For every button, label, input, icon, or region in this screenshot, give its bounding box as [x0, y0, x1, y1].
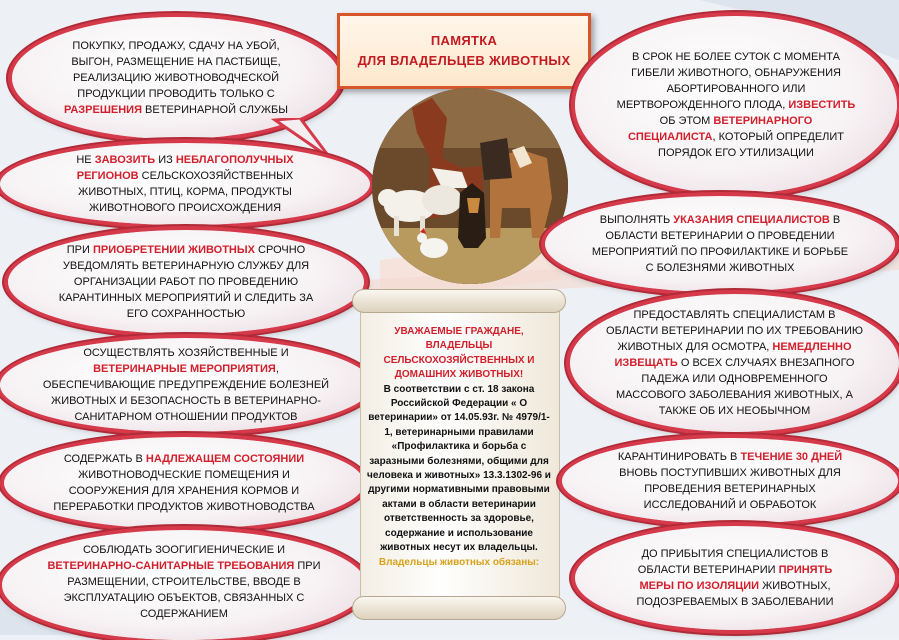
right-bubble-1-text: В СРОК НЕ БОЛЕЕ СУТОК С МОМЕНТА ГИБЕЛИ ЖИВОТНОГО, ОБНАРУЖЕНИЯ АБОРТИРОВАННОГО ИЛИ МЕРТВОРОЖДЕННОГО ПЛОДА, ИЗВЕСТИТЬ ОБ ЭТОМ ВЕТЕРИНАРНОГО СПЕЦИАЛИСТА, КОТОРЫЙ ОПРЕДЕЛИТ ПОРЯДОК ЕГО УТИЛИЗАЦИИ	[616, 51, 856, 159]
scroll-text	[366, 325, 552, 570]
scroll-body-text: В соответствии с ст. 18 закона Российской Федерации « О ветеринарии» от 14.05.93г. № 4979/1-1, ветеринарными правилами «Профилактика и борьба с заразными болезнями, общими для человека и животных» 13.3.1302-96 и другими нормативными правовыми актами в области ветеринарии ответственность за здоровье, содержание и использование животных несут их владельцы.	[367, 383, 551, 554]
right-bubble-3-text: ПРЕДОСТАВЛЯТЬ СПЕЦИАЛИСТАМ В ОБЛАСТИ ВЕТЕРИНАРИИ ПО ИХ ТРЕБОВАНИЮ ЖИВОТНЫХ ДЛЯ ОСМОТРА, НЕМЕДЛЕННО ИЗВЕЩАТЬ О ВСЕХ СЛУЧАЯХ ВНЕЗАПНОГО ПАДЕЖА ИЛИ ОДНОВРЕМЕННОГО МАССОВОГО ЗАБОЛЕВАНИЯ ЖИВОТНЫХ, А ТАКЖЕ ОБ ИХ НЕОБЫЧНОМ	[606, 309, 863, 417]
farm-animals-image	[372, 88, 568, 284]
right-bubble-5-text: ДО ПРИБЫТИЯ СПЕЦИАЛИСТОВ В ОБЛАСТИ ВЕТЕРИНАРИИ ПРИНЯТЬ МЕРЫ ПО ИЗОЛЯЦИИ ЖИВОТНЫХ, ПОДОЗРЕВАЕМЫХ В ЗАБОЛЕВАНИИ	[636, 548, 834, 608]
scroll-footer: Владельцы животных обязаны:	[378, 556, 540, 568]
left-bubble-5-text: СОДЕРЖАТЬ В НАДЛЕЖАЩЕМ СОСТОЯНИИ ЖИВОТНОВОДЧЕСКИЕ ПОМЕЩЕНИЯ И СООРУЖЕНИЯ ДЛЯ ХРАНЕНИЯ КОРМОВ И ПЕРЕРАБОТКИ ПРОДУКТОВ ЖИВОТНОВОДСТВА	[53, 453, 315, 513]
left-bubble-3-text: ПРИ ПРИОБРЕТЕНИИ ЖИВОТНЫХ СРОЧНО УВЕДОМЛЯТЬ ВЕТЕРИНАРНУЮ СЛУЖБУ ДЛЯ ОРГАНИЗАЦИИ РАБОТ ПО ПРОВЕДЕНИЮ КАРАНТИННЫХ МЕРОПРИЯТИЙ И СЛЕДИТЬ ЗА ЕГО СОХРАННОСТЬЮ	[58, 244, 314, 320]
title-line-1: ПАМЯТКА	[430, 33, 498, 48]
left-bubble-1-text: ПОКУПКУ, ПРОДАЖУ, СДАЧУ НА УБОЙ, ВЫГОН, РАЗМЕЩЕНИЕ НА ПАСТБИЩЕ, РЕАЛИЗАЦИЮ ЖИВОТНОВОДЧЕСКОЙ ПРОДУКЦИИ ПРОВОДИТЬ ТОЛЬКО С РАЗРЕШЕНИЯ ВЕТЕРИНАРНОЙ СЛУЖБЫ	[63, 40, 289, 116]
right-bubble-1	[575, 16, 897, 194]
left-bubble-6	[2, 530, 366, 640]
right-bubble-2-text: ВЫПОЛНЯТЬ УКАЗАНИЯ СПЕЦИАЛИСТОВ В ОБЛАСТИ ВЕТЕРИНАРИИ О ПРОВЕДЕНИИ МЕРОПРИЯТИЙ ПО ПРОФИЛАКТИКЕ И БОРЬБЕ С БОЛЕЗНЯМИ ЖИВОТНЫХ	[591, 214, 849, 274]
info-scroll	[352, 285, 566, 620]
title-line-2: ДЛЯ ВЛАДЕЛЬЦЕВ ЖИВОТНЫХ	[357, 53, 571, 68]
scroll-heading: УВАЖАЕМЫЕ ГРАЖДАНЕ, ВЛАДЕЛЬЦЫ СЕЛЬСКОХОЗЯЙСТВЕННЫХ И ДОМАШНИХ ЖИВОТНЫХ!	[383, 326, 535, 381]
right-bubble-4	[562, 438, 898, 524]
left-bubble-3	[8, 230, 364, 334]
left-bubble-2	[0, 143, 370, 225]
farm-animals-illustration	[372, 88, 568, 284]
left-bubble-4	[0, 338, 372, 432]
title-box	[337, 13, 591, 89]
left-bubble-2-text: НЕ ЗАВОЗИТЬ ИЗ НЕБЛАГОПОЛУЧНЫХ РЕГИОНОВ СЕЛЬСКОХОЗЯЙСТВЕННЫХ ЖИВОТНЫХ, ПТИЦ, КОРМА, ПРОДУКТЫ ЖИВОТНОВОГО ПРОИСХОЖДЕНИЯ	[76, 154, 294, 214]
right-bubble-2	[545, 196, 895, 292]
right-bubble-5	[575, 526, 895, 630]
left-bubble-4-text: ОСУЩЕСТВЛЯТЬ ХОЗЯЙСТВЕННЫЕ И ВЕТЕРИНАРНЫЕ МЕРОПРИЯТИЯ, ОБЕСПЕЧИВАЮЩИЕ ПРЕДУПРЕЖДЕНИЕ БОЛЕЗНЕЙ ЖИВОТНЫХ И БЕЗОПАСНОСТЬ В ВЕТЕРИНАРНО-САНИТАРНОМ ОТНОШЕНИИ ПРОДУКТОВ	[42, 347, 330, 423]
scroll-bottom-roll	[352, 596, 566, 620]
right-bubble-4-text: КАРАНТИНИРОВАТЬ В ТЕЧЕНИЕ 30 ДНЕЙ ВНОВЬ ПОСТУПИВШИХ ЖИВОТНЫХ ДЛЯ ПРОВЕДЕНИЯ ВЕТЕРИНАРНЫХ ИССЛЕДОВАНИЙ И ОБРАБОТОК	[617, 451, 843, 511]
left-bubble-6-text: СОБЛЮДАТЬ ЗООГИГИЕНИЧЕСКИЕ И ВЕТЕРИНАРНО-САНИТАРНЫЕ ТРЕБОВАНИЯ ПРИ РАЗМЕЩЕНИИ, СТРОИТЕЛЬСТВЕ, ВВОДЕ В ЭКСПЛУАТАЦИЮ ОБЪЕКТОВ, СВЯЗАННЫХ С СОДЕРЖАНИЕМ	[47, 544, 321, 620]
right-bubble-3	[570, 294, 899, 432]
scroll-top-roll	[352, 289, 566, 313]
left-bubble-5	[4, 437, 364, 529]
